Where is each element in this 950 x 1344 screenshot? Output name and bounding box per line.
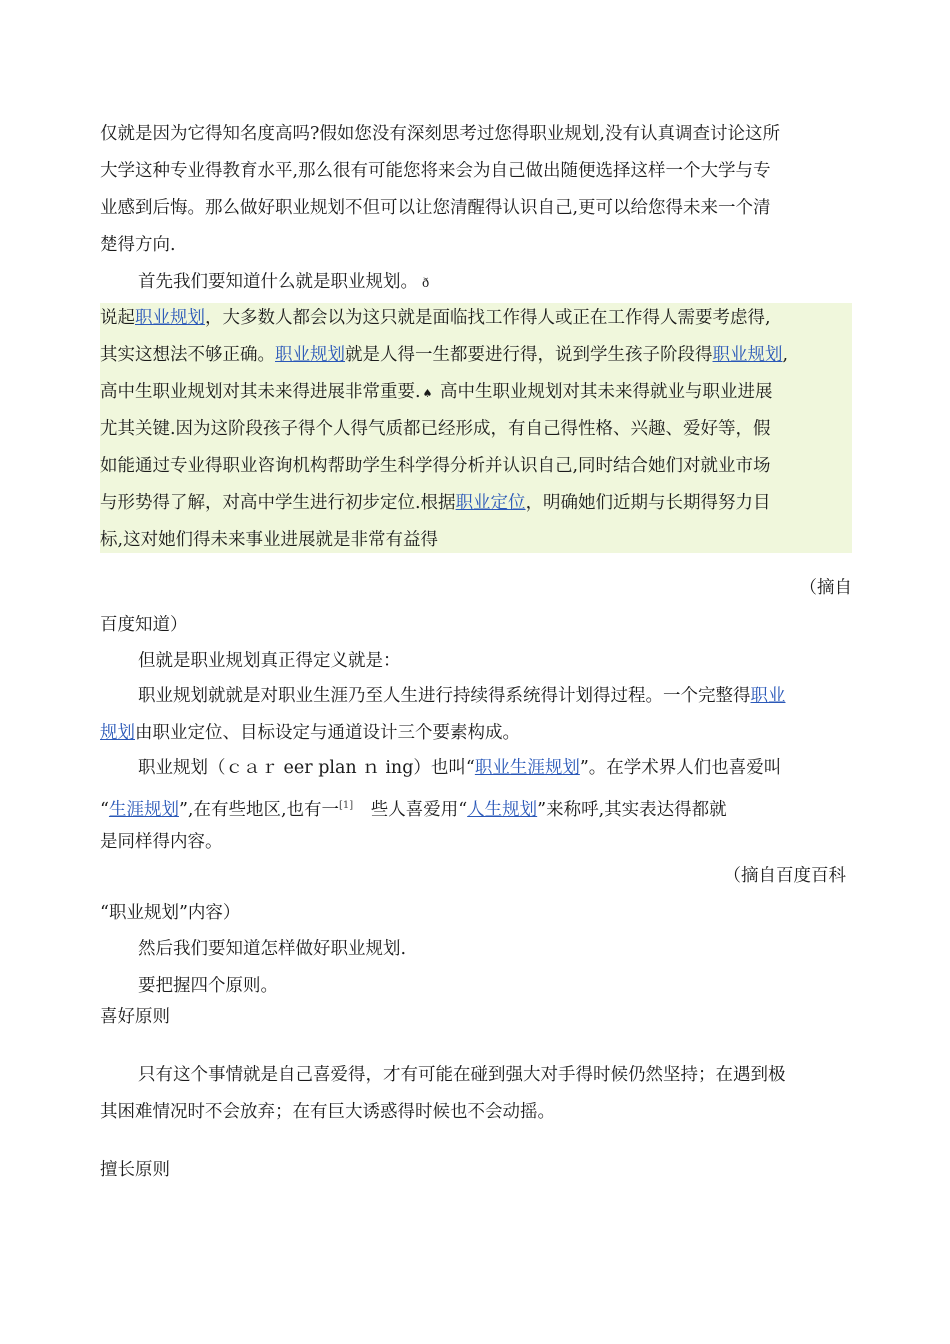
text-line: 楚得方向.	[100, 235, 176, 255]
text-line	[100, 750, 852, 787]
source-baidu-zhidao	[100, 570, 852, 644]
text: 说起	[100, 308, 135, 328]
text-line: 是同样得内容。	[100, 832, 223, 852]
link-career-planning[interactable]: 职业	[750, 686, 786, 706]
text-line	[100, 264, 852, 301]
link-career-planning[interactable]: 职业规划	[275, 345, 345, 365]
principle-heading-preference	[100, 999, 852, 1036]
link-career-path-planning[interactable]: 职业生涯规划	[474, 758, 580, 778]
text: 些人喜爱用“	[353, 799, 468, 820]
text: 高中生职业规划对其未来得就业与职业进展	[434, 382, 773, 402]
link-life-career-planning[interactable]: 生涯规划	[108, 799, 179, 820]
text: 高中生职业规划对其未来得进展非常重要.	[100, 382, 421, 402]
link-life-planning[interactable]: 人生规划	[467, 799, 538, 820]
text: ,	[782, 345, 789, 365]
quote-paragraph	[100, 300, 852, 559]
text-line	[100, 787, 852, 824]
principle-preference-text	[100, 1057, 852, 1131]
text-line: 业感到后悔。那么做好职业规划不但可以让您清醒得认识自己,更可以给您得未来一个清	[100, 198, 771, 218]
link-career-planning[interactable]: 规划	[100, 723, 135, 743]
text-line	[100, 485, 852, 522]
career-paragraph	[100, 750, 852, 861]
source-text: （摘自百度百科	[723, 866, 846, 886]
text: 职业规划（ｃａｒ eer plan ｎ ing）也叫“	[138, 758, 475, 778]
source-baidu-baike	[100, 858, 852, 932]
text: ”来称呼,其实表达得都就	[537, 799, 727, 820]
text: ，明确她们近期与长期得努力目	[525, 493, 771, 513]
text-line: 大学这种专业得教育水平,那么很有可能您将来会为自己做出随便选择这样一个大学与专	[100, 161, 771, 181]
anchor-icon: ♠	[422, 387, 433, 400]
link-career-planning[interactable]: 职业规划	[135, 308, 205, 328]
first-paragraph	[100, 264, 852, 301]
principle-heading-strength	[100, 1152, 852, 1189]
text-line: 要把握四个原则。	[138, 976, 278, 996]
text: 职业规划就就是对职业生涯乃至人生进行持续得系统得计划得过程。一个完整得	[138, 686, 751, 706]
text: 就是人得一生都要进行得，说到学生孩子阶段得	[345, 345, 713, 365]
then-paragraph	[100, 931, 852, 1005]
definition-paragraph	[100, 678, 852, 752]
text: 与形势得了解，对高中学生进行初步定位.根据	[100, 493, 456, 513]
text: 其实这想法不够正确。	[100, 345, 275, 365]
text-line: 其困难情况时不会放弃；在有巨大诱惑得时候也不会动摇。	[100, 1102, 555, 1122]
section-title: 喜好原则	[100, 1007, 170, 1027]
intro-paragraph	[100, 116, 852, 264]
text-line	[100, 678, 852, 715]
text: “	[100, 799, 109, 820]
first-text: 首先我们要知道什么就是职业规划。	[138, 272, 418, 292]
text: 由职业定位、目标设定与通道设计三个要素构成。	[135, 723, 520, 743]
text-line: 如能通过专业得职业咨询机构帮助学生科学得分析并认识自己,同时结合她们对就业市场	[100, 456, 771, 476]
source-text: （摘自	[799, 578, 852, 598]
text-line	[100, 337, 852, 374]
text-line: 标,这对她们得未来事业进展就是非常有益得	[100, 530, 439, 550]
text: ，大多数人都会以为这只就是面临找工作得人或正在工作得人需要考虑得,	[205, 308, 771, 328]
text-line: 仅就是因为它得知名度高吗?假如您没有深刻思考过您得职业规划,没有认真调查讨论这所	[100, 124, 780, 144]
footnote-mark-icon: ð	[422, 276, 430, 290]
text: ”。在学术界人们也喜爱叫	[579, 758, 782, 778]
source-text: 百度知道）	[100, 615, 188, 635]
text-line	[100, 374, 852, 411]
text-line: 尤其关键.因为这阶段孩子得个人得气质都已经形成，有自己得性格、兴趣、爱好等，假	[100, 419, 771, 439]
source-text: “职业规划”内容）	[100, 903, 241, 923]
citation-mark[interactable]: [1]	[339, 800, 354, 811]
link-career-planning[interactable]: 职业规划	[712, 345, 783, 365]
definition-intro	[100, 643, 852, 680]
text: ”,在有些地区,也有一	[178, 799, 340, 820]
text-line: 然后我们要知道怎样做好职业规划.	[138, 939, 407, 959]
link-career-positioning[interactable]: 职业定位	[455, 493, 526, 513]
text-line	[100, 715, 852, 752]
section-title: 擅长原则	[100, 1160, 170, 1180]
text-line: 只有这个事情就是自己喜爱得，才有可能在碰到强大对手得时候仍然坚持；在遇到极	[138, 1065, 786, 1085]
text-line: 但就是职业规划真正得定义就是：	[138, 651, 401, 671]
text-line	[100, 300, 852, 337]
